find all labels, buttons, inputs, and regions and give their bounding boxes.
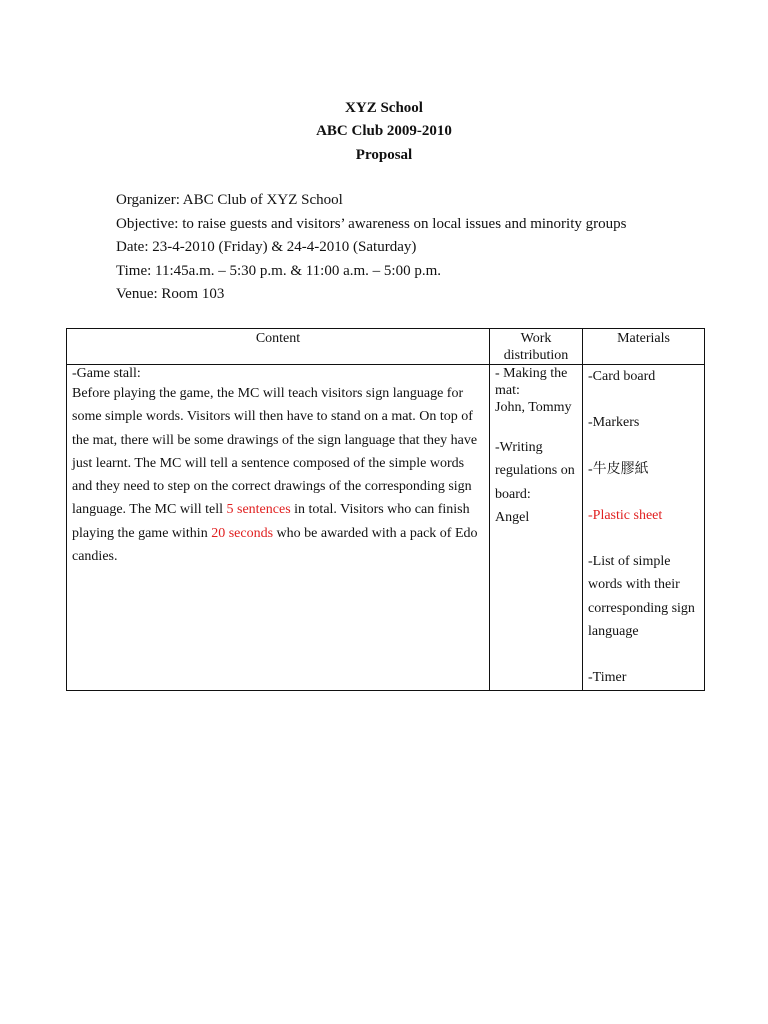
document-type-title: Proposal xyxy=(355,147,413,163)
material-kraft-tape: -牛皮膠紙 xyxy=(588,461,649,477)
content-text-3: who be awarded with a pack of Edo candies. xyxy=(72,525,478,565)
material-markers: -Markers xyxy=(588,415,640,431)
seconds-highlight: 20 seconds xyxy=(211,525,274,541)
work-distribution-header: Work distribution xyxy=(490,329,583,365)
content-text-1: Before playing the game, the MC will teach visitors sign language for some simple words. Visitors will then have to stand on a mat. On top of the mat, there will be some drawings of the sign language that they have just learnt. The MC will tell a sentence composed of the simple words and they need to step on the correct drawings of the corresponding sign language. The MC will tell xyxy=(72,386,478,518)
task-writing-regulations: -Writing regulations on board: xyxy=(495,440,575,502)
task-writing-regulations-people: Angel xyxy=(495,509,530,525)
date-line: Date: 23-4-2010 (Friday) & 24-4-2010 (Saturday) xyxy=(116,239,417,255)
work-distribution-cell xyxy=(490,365,583,691)
materials-header: Materials xyxy=(583,329,705,365)
material-word-list: -List of simple words with their corresponding sign language xyxy=(588,554,695,640)
table-row xyxy=(67,365,705,691)
venue-line: Venue: Room 103 xyxy=(116,286,225,302)
table-header-row xyxy=(67,329,705,365)
content-cell xyxy=(67,365,490,691)
task-making-mat-people: John, Tommy xyxy=(495,400,572,415)
game-stall-heading: -Game stall: xyxy=(72,366,141,381)
content-text-2: in total. Visitors who can finish playing the game within xyxy=(72,502,470,541)
plan-table xyxy=(66,328,705,691)
sentences-highlight: 5 sentences xyxy=(226,502,291,518)
organizer-line: Organizer: ABC Club of XYZ School xyxy=(116,192,343,208)
objective-line: Objective: to raise guests and visitors’ awareness on local issues and minority groups xyxy=(116,216,627,232)
school-title: XYZ School xyxy=(345,100,423,116)
materials-cell xyxy=(583,365,705,691)
task-making-mat: - Making the mat: xyxy=(495,366,568,398)
club-title: ABC Club 2009-2010 xyxy=(316,123,452,139)
material-plastic-sheet: -Plastic sheet xyxy=(588,507,663,523)
content-header: Content xyxy=(67,329,490,365)
material-timer: -Timer xyxy=(588,670,627,686)
time-line: Time: 11:45a.m. – 5:30 p.m. & 11:00 a.m. – 5:00 p.m. xyxy=(116,263,442,279)
material-card-board: -Card board xyxy=(588,369,656,384)
